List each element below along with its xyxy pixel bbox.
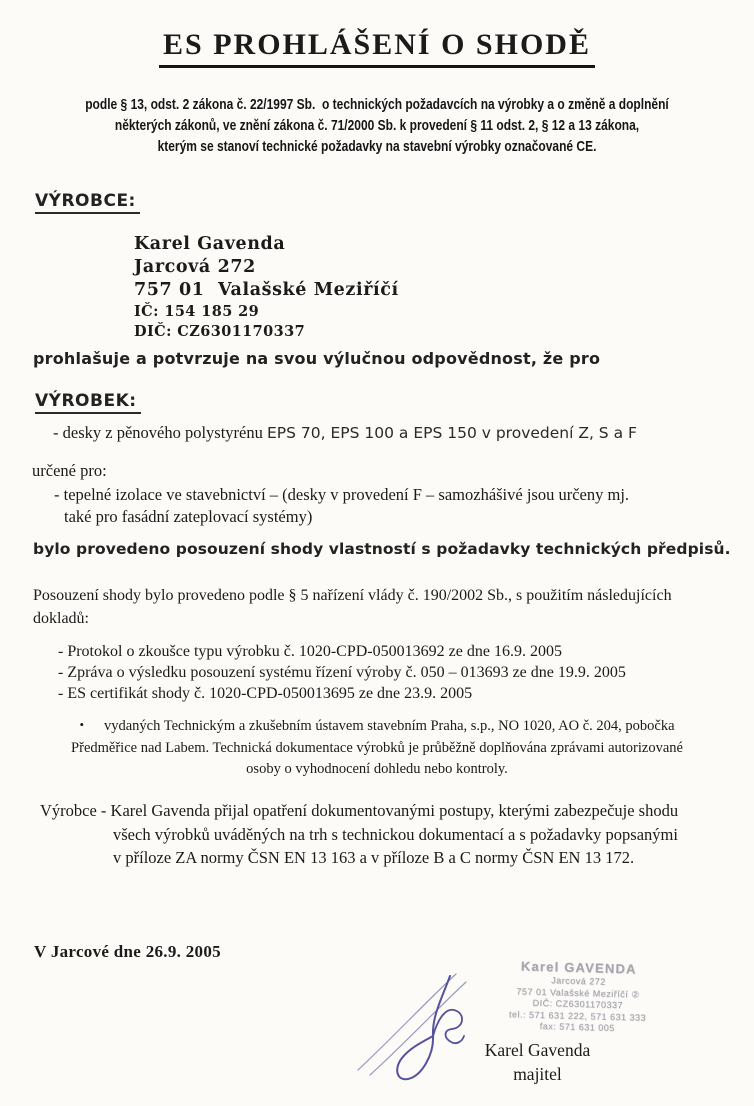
- product-section: [35, 391, 141, 414]
- declaration-statement: prohlašuje a potvrzuje na svou výlučnou odpovědnost, že pro: [33, 349, 601, 368]
- measures-paragraph: [40, 799, 678, 870]
- signatory-name: Karel Gavenda: [484, 1040, 591, 1060]
- manufacturer-section: [35, 191, 140, 214]
- stamp-name: Karel GAVENDA: [520, 958, 637, 977]
- legal-reference-line: kterým se stanoví technické požadavky na stavební výrobky označované CE.: [157, 138, 597, 155]
- place-date: V Jarcové dne 26.9. 2005: [34, 942, 221, 961]
- product-description: [53, 423, 637, 443]
- issuer-note: [62, 714, 692, 781]
- purpose-line: - tepelné izolace ve stavebnictví – (desky v provedení F – samozhášivé jsou určeny mj.: [54, 485, 630, 504]
- purpose-line: také pro fasádní zateplovací systémy): [64, 507, 313, 526]
- signatory-block: [455, 1038, 620, 1086]
- conformity-statement: bylo provedeno posouzení shody vlastností s požadavky technických předpisů.: [33, 540, 731, 558]
- legal-reference: [75, 94, 678, 157]
- page-title: ES PROHLÁŠENÍ O SHODĚ: [159, 28, 595, 68]
- assessment-paragraph: [33, 584, 672, 630]
- document-item: - Protokol o zkoušce typu výrobku č. 1020-CPD-050013692 ze dne 16.9. 2005: [58, 643, 562, 660]
- company-stamp: [497, 958, 659, 1036]
- purpose-description: [54, 484, 629, 528]
- issuer-note-line: osoby o vyhodnocení dohledu nebo kontroly.: [246, 761, 508, 777]
- stamp-fax: fax: 571 631 005: [539, 1021, 615, 1033]
- stamp-street: Jarcová 272: [551, 975, 606, 987]
- assessment-line: dokladů:: [33, 610, 89, 627]
- purpose-label: určené pro:: [32, 461, 107, 480]
- stamp-dic: DIČ: CZ6301170337: [532, 997, 624, 1011]
- manufacturer-ic: IČ: 154 185 29: [134, 303, 260, 320]
- measures-line: Výrobce - Karel Gavenda přijal opatření dokumentovanými postupy, kterými zabezpečuje shodu: [40, 801, 679, 820]
- product-types: EPS 70, EPS 100 a EPS 150 v provedení Z, S a F: [267, 424, 637, 442]
- legal-reference-line: některých zákonů, ve znění zákona č. 71/2000 Sb. k provedení § 11 odst. 2, § 12 a 13 zákona,: [114, 117, 640, 134]
- manufacturer-city: 757 01 Valašské Meziříčí: [134, 280, 399, 300]
- legal-reference-line: podle § 13, odst. 2 zákona č. 22/1997 Sb. o technických požadavcích na výrobky a o změně a doplnění: [85, 96, 669, 113]
- documents-list: [58, 641, 626, 704]
- stamp-tel: tel.: 571 631 222, 571 631 333: [508, 1008, 647, 1023]
- issuer-note-line: Předměřice nad Labem. Technická dokumentace výrobků je průběžně doplňována zprávami autorizované: [71, 739, 683, 756]
- manufacturer-name: Karel Gavenda: [134, 234, 286, 254]
- issuer-note-line: • vydaných Technickým a zkušebním ústavem stavebním Praha, s.p., NO 1020, AO č. 204, pobočka: [62, 714, 692, 738]
- title-row: [0, 28, 754, 68]
- manufacturer-dic: DIČ: CZ6301170337: [134, 323, 306, 340]
- product-description-prefix: - desky z pěnového polystyrénu: [53, 423, 267, 442]
- bullet-icon: •: [79, 717, 84, 732]
- manufacturer-heading: VÝROBCE:: [35, 191, 140, 214]
- product-heading: VÝROBEK:: [35, 391, 141, 414]
- document-item: - ES certifikát shody č. 1020-CPD-050013695 ze dne 23.9. 2005: [58, 685, 473, 702]
- stamp-city: 757 01 Valašské Meziříčí ②: [516, 985, 640, 1000]
- measures-line: všech výrobků uváděných na trh s technickou dokumentací a s požadavky popsanými: [113, 824, 678, 844]
- document-item: - Zpráva o výsledku posouzení systému řízení výroby č. 050 – 013693 ze dne 19.9. 2005: [58, 664, 626, 681]
- manufacturer-street: Jarcová 272: [134, 257, 256, 277]
- signatory-role: majitel: [513, 1064, 562, 1084]
- manufacturer-address: [134, 233, 399, 342]
- assessment-line: Posouzení shody bylo provedeno podle § 5 nařízení vlády č. 190/2002 Sb., s použitím následujících: [33, 587, 672, 604]
- measures-line: v příloze ZA normy ČSN EN 13 163 a v příloze B a C normy ČSN EN 13 172.: [113, 848, 635, 867]
